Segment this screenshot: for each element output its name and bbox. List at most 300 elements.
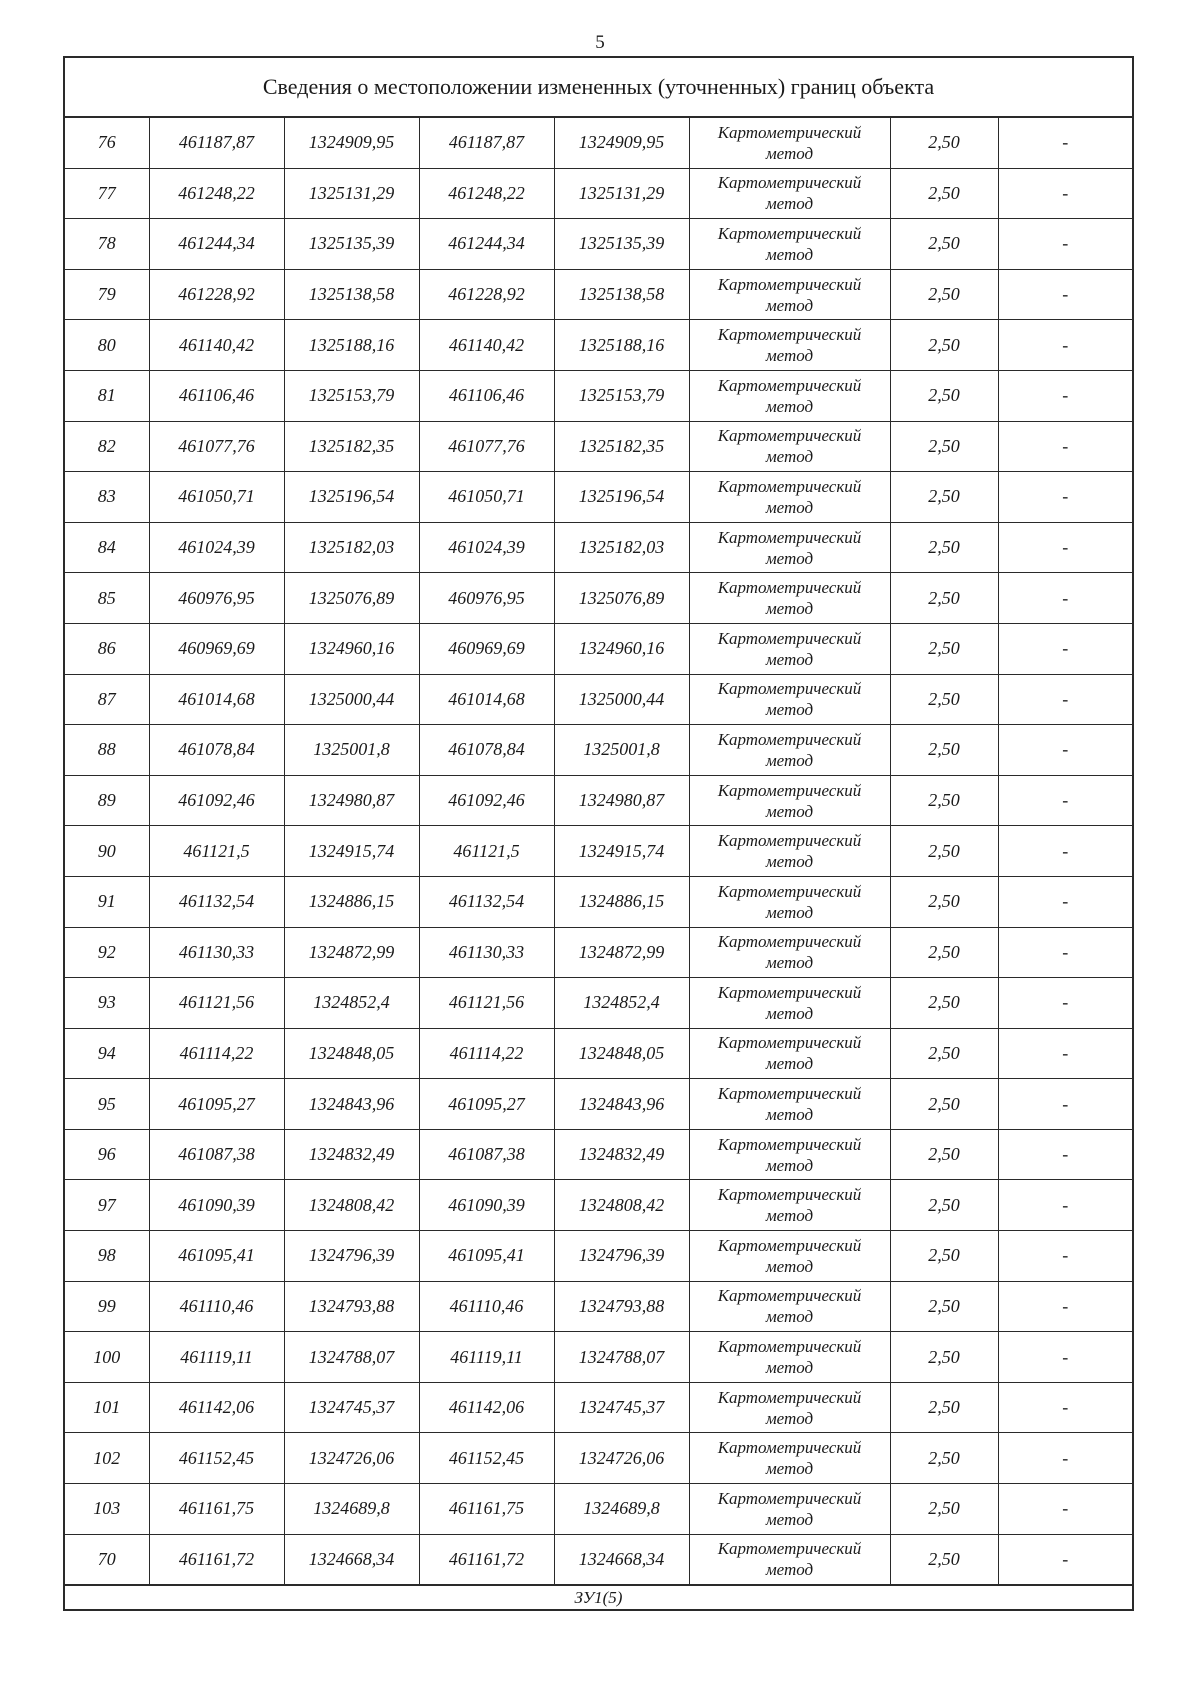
y-existing-cell: 1324980,87 <box>284 775 419 826</box>
description-cell: - <box>998 1028 1132 1079</box>
point-number-cell: 89 <box>65 775 149 826</box>
method-line-1: Картометрический <box>717 679 862 699</box>
y-refined-cell: 1325182,35 <box>554 421 689 472</box>
method-cell <box>689 522 890 573</box>
y-refined-cell: 1324960,16 <box>554 623 689 674</box>
description-cell: - <box>998 623 1132 674</box>
x-refined-cell: 461248,22 <box>419 168 554 219</box>
table-row <box>65 1129 1132 1180</box>
x-refined-cell: 461050,71 <box>419 472 554 523</box>
x-existing-cell: 460969,69 <box>149 623 284 674</box>
accuracy-cell: 2,50 <box>890 472 998 523</box>
description-cell: - <box>998 472 1132 523</box>
y-refined-cell: 1325135,39 <box>554 219 689 270</box>
description-cell: - <box>998 1231 1132 1282</box>
accuracy-cell: 2,50 <box>890 1534 998 1585</box>
accuracy-cell: 2,50 <box>890 674 998 725</box>
y-existing-cell: 1324960,16 <box>284 623 419 674</box>
accuracy-cell: 2,50 <box>890 320 998 371</box>
coordinates-table <box>65 118 1132 1586</box>
method-cell <box>689 1129 890 1180</box>
description-cell: - <box>998 1534 1132 1585</box>
accuracy-cell: 2,50 <box>890 927 998 978</box>
x-refined-cell: 461024,39 <box>419 522 554 573</box>
x-refined-cell: 461014,68 <box>419 674 554 725</box>
method-line-2: метод <box>765 497 814 517</box>
point-number-cell: 102 <box>65 1433 149 1484</box>
method-line-2: метод <box>765 750 814 770</box>
method-line-2: метод <box>765 447 814 467</box>
table-row <box>65 522 1132 573</box>
y-existing-cell: 1324872,99 <box>284 927 419 978</box>
table-row <box>65 1079 1132 1130</box>
table-row <box>65 219 1132 270</box>
method-cell <box>689 1484 890 1535</box>
x-existing-cell: 461140,42 <box>149 320 284 371</box>
method-line-1: Картометрический <box>717 578 862 598</box>
description-cell: - <box>998 725 1132 776</box>
method-cell <box>689 1180 890 1231</box>
y-existing-cell: 1324796,39 <box>284 1231 419 1282</box>
method-line-1: Картометрический <box>717 1084 862 1104</box>
method-line-2: метод <box>765 801 814 821</box>
y-refined-cell: 1325001,8 <box>554 725 689 776</box>
table-row <box>65 927 1132 978</box>
y-existing-cell: 1324788,07 <box>284 1332 419 1383</box>
x-existing-cell: 461187,87 <box>149 118 284 168</box>
point-number-cell: 88 <box>65 725 149 776</box>
x-existing-cell: 461130,33 <box>149 927 284 978</box>
accuracy-cell: 2,50 <box>890 370 998 421</box>
x-refined-cell: 461244,34 <box>419 219 554 270</box>
point-number-cell: 80 <box>65 320 149 371</box>
table-title: Сведения о местоположении измененных (уточненных) границ объекта <box>65 58 1132 118</box>
x-existing-cell: 461244,34 <box>149 219 284 270</box>
method-line-1: Картометрический <box>717 1387 862 1407</box>
point-number-cell: 97 <box>65 1180 149 1231</box>
y-existing-cell: 1325153,79 <box>284 370 419 421</box>
table-row <box>65 623 1132 674</box>
accuracy-cell: 2,50 <box>890 725 998 776</box>
method-line-1: Картометрический <box>717 1185 862 1205</box>
method-cell <box>689 1231 890 1282</box>
table-row <box>65 118 1132 168</box>
y-existing-cell: 1325188,16 <box>284 320 419 371</box>
description-cell: - <box>998 1129 1132 1180</box>
accuracy-cell: 2,50 <box>890 1382 998 1433</box>
table-row <box>65 1534 1132 1585</box>
table-row <box>65 876 1132 927</box>
y-refined-cell: 1324915,74 <box>554 826 689 877</box>
method-line-1: Картометрический <box>717 780 862 800</box>
method-line-2: метод <box>765 1003 814 1023</box>
description-cell: - <box>998 978 1132 1029</box>
description-cell: - <box>998 876 1132 927</box>
accuracy-cell: 2,50 <box>890 1079 998 1130</box>
accuracy-cell: 2,50 <box>890 775 998 826</box>
method-line-2: метод <box>765 244 814 264</box>
method-line-2: метод <box>765 548 814 568</box>
method-line-1: Картометрический <box>717 1134 862 1154</box>
accuracy-cell: 2,50 <box>890 219 998 270</box>
y-refined-cell: 1325076,89 <box>554 573 689 624</box>
table-row <box>65 472 1132 523</box>
parcel-label: ЗУ1(5) <box>574 1588 623 1608</box>
method-line-1: Картометрический <box>717 1488 862 1508</box>
method-line-1: Картометрический <box>717 1235 862 1255</box>
method-line-1: Картометрический <box>717 476 862 496</box>
y-refined-cell: 1324843,96 <box>554 1079 689 1130</box>
accuracy-cell: 2,50 <box>890 1484 998 1535</box>
table-row <box>65 1231 1132 1282</box>
point-number-cell: 93 <box>65 978 149 1029</box>
description-cell: - <box>998 1332 1132 1383</box>
point-number-cell: 76 <box>65 118 149 168</box>
method-line-1: Картометрический <box>717 173 862 193</box>
description-cell: - <box>998 1382 1132 1433</box>
y-refined-cell: 1324980,87 <box>554 775 689 826</box>
method-line-2: метод <box>765 1560 814 1580</box>
y-refined-cell: 1325131,29 <box>554 168 689 219</box>
point-number-cell: 83 <box>65 472 149 523</box>
y-existing-cell: 1325131,29 <box>284 168 419 219</box>
y-existing-cell: 1325001,8 <box>284 725 419 776</box>
description-cell: - <box>998 1180 1132 1231</box>
accuracy-cell: 2,50 <box>890 1231 998 1282</box>
method-cell <box>689 1433 890 1484</box>
x-existing-cell: 461110,46 <box>149 1281 284 1332</box>
y-existing-cell: 1324915,74 <box>284 826 419 877</box>
method-cell <box>689 472 890 523</box>
table-row <box>65 168 1132 219</box>
y-refined-cell: 1324726,06 <box>554 1433 689 1484</box>
method-line-2: метод <box>765 1206 814 1226</box>
description-cell: - <box>998 320 1132 371</box>
x-existing-cell: 461050,71 <box>149 472 284 523</box>
x-refined-cell: 461110,46 <box>419 1281 554 1332</box>
method-cell <box>689 876 890 927</box>
y-refined-cell: 1325188,16 <box>554 320 689 371</box>
y-existing-cell: 1324886,15 <box>284 876 419 927</box>
boundary-coordinates-sheet <box>63 56 1134 1611</box>
x-refined-cell: 461161,72 <box>419 1534 554 1585</box>
x-refined-cell: 461095,41 <box>419 1231 554 1282</box>
method-cell <box>689 775 890 826</box>
x-existing-cell: 461095,41 <box>149 1231 284 1282</box>
x-refined-cell: 461142,06 <box>419 1382 554 1433</box>
table-row <box>65 725 1132 776</box>
method-cell <box>689 927 890 978</box>
y-refined-cell: 1324848,05 <box>554 1028 689 1079</box>
y-refined-cell: 1325000,44 <box>554 674 689 725</box>
x-refined-cell: 461121,56 <box>419 978 554 1029</box>
x-refined-cell: 461187,87 <box>419 118 554 168</box>
point-number-cell: 87 <box>65 674 149 725</box>
y-existing-cell: 1325000,44 <box>284 674 419 725</box>
point-number-cell: 77 <box>65 168 149 219</box>
method-line-2: метод <box>765 599 814 619</box>
method-line-1: Картометрический <box>717 274 862 294</box>
x-existing-cell: 461106,46 <box>149 370 284 421</box>
method-line-1: Картометрический <box>717 1438 862 1458</box>
method-cell <box>689 573 890 624</box>
x-refined-cell: 461087,38 <box>419 1129 554 1180</box>
y-refined-cell: 1325138,58 <box>554 269 689 320</box>
y-refined-cell: 1324668,34 <box>554 1534 689 1585</box>
point-number-cell: 98 <box>65 1231 149 1282</box>
y-existing-cell: 1324793,88 <box>284 1281 419 1332</box>
x-existing-cell: 461087,38 <box>149 1129 284 1180</box>
method-line-2: метод <box>765 1256 814 1276</box>
method-line-1: Картометрический <box>717 932 862 952</box>
x-refined-cell: 461090,39 <box>419 1180 554 1231</box>
y-refined-cell: 1324793,88 <box>554 1281 689 1332</box>
accuracy-cell: 2,50 <box>890 1129 998 1180</box>
y-refined-cell: 1324796,39 <box>554 1231 689 1282</box>
y-existing-cell: 1324909,95 <box>284 118 419 168</box>
y-existing-cell: 1324848,05 <box>284 1028 419 1079</box>
method-line-2: метод <box>765 1105 814 1125</box>
x-refined-cell: 461095,27 <box>419 1079 554 1130</box>
description-cell: - <box>998 573 1132 624</box>
y-refined-cell: 1324788,07 <box>554 1332 689 1383</box>
point-number-cell: 99 <box>65 1281 149 1332</box>
y-refined-cell: 1325153,79 <box>554 370 689 421</box>
x-existing-cell: 461024,39 <box>149 522 284 573</box>
point-number-cell: 78 <box>65 219 149 270</box>
y-refined-cell: 1324745,37 <box>554 1382 689 1433</box>
point-number-cell: 82 <box>65 421 149 472</box>
x-refined-cell: 460969,69 <box>419 623 554 674</box>
method-cell <box>689 1028 890 1079</box>
y-existing-cell: 1324689,8 <box>284 1484 419 1535</box>
accuracy-cell: 2,50 <box>890 876 998 927</box>
method-cell <box>689 421 890 472</box>
method-line-2: метод <box>765 346 814 366</box>
y-refined-cell: 1325182,03 <box>554 522 689 573</box>
x-existing-cell: 461121,56 <box>149 978 284 1029</box>
page-number: 5 <box>595 32 605 53</box>
x-refined-cell: 461140,42 <box>419 320 554 371</box>
point-number-cell: 81 <box>65 370 149 421</box>
x-refined-cell: 461077,76 <box>419 421 554 472</box>
method-line-2: метод <box>765 953 814 973</box>
accuracy-cell: 2,50 <box>890 978 998 1029</box>
method-line-1: Картометрический <box>717 1033 862 1053</box>
accuracy-cell: 2,50 <box>890 826 998 877</box>
y-refined-cell: 1324832,49 <box>554 1129 689 1180</box>
x-refined-cell: 461161,75 <box>419 1484 554 1535</box>
x-existing-cell: 461152,45 <box>149 1433 284 1484</box>
method-line-1: Картометрический <box>717 1337 862 1357</box>
x-refined-cell: 461228,92 <box>419 269 554 320</box>
accuracy-cell: 2,50 <box>890 118 998 168</box>
point-number-cell: 85 <box>65 573 149 624</box>
table-row <box>65 1281 1132 1332</box>
point-number-cell: 90 <box>65 826 149 877</box>
description-cell: - <box>998 927 1132 978</box>
x-refined-cell: 461092,46 <box>419 775 554 826</box>
method-cell <box>689 674 890 725</box>
y-refined-cell: 1324872,99 <box>554 927 689 978</box>
method-cell <box>689 219 890 270</box>
y-existing-cell: 1324832,49 <box>284 1129 419 1180</box>
point-number-cell: 86 <box>65 623 149 674</box>
method-line-2: метод <box>765 396 814 416</box>
method-line-2: метод <box>765 649 814 669</box>
accuracy-cell: 2,50 <box>890 573 998 624</box>
x-existing-cell: 461014,68 <box>149 674 284 725</box>
description-cell: - <box>998 826 1132 877</box>
table-row <box>65 674 1132 725</box>
method-cell <box>689 725 890 776</box>
x-refined-cell: 461152,45 <box>419 1433 554 1484</box>
method-line-2: метод <box>765 295 814 315</box>
method-cell <box>689 1382 890 1433</box>
y-existing-cell: 1324808,42 <box>284 1180 419 1231</box>
method-line-1: Картометрический <box>717 527 862 547</box>
method-line-2: метод <box>765 1459 814 1479</box>
x-existing-cell: 461161,72 <box>149 1534 284 1585</box>
method-line-2: метод <box>765 1054 814 1074</box>
accuracy-cell: 2,50 <box>890 623 998 674</box>
table-body <box>65 118 1132 1585</box>
point-number-cell: 94 <box>65 1028 149 1079</box>
table-row <box>65 320 1132 371</box>
method-line-1: Картометрический <box>717 122 862 142</box>
method-line-1: Картометрический <box>717 1286 862 1306</box>
description-cell: - <box>998 1281 1132 1332</box>
y-existing-cell: 1325138,58 <box>284 269 419 320</box>
method-line-2: метод <box>765 700 814 720</box>
x-existing-cell: 461119,11 <box>149 1332 284 1383</box>
accuracy-cell: 2,50 <box>890 269 998 320</box>
y-existing-cell: 1325135,39 <box>284 219 419 270</box>
table-row <box>65 1180 1132 1231</box>
table-row <box>65 1332 1132 1383</box>
point-number-cell: 84 <box>65 522 149 573</box>
y-refined-cell: 1324852,4 <box>554 978 689 1029</box>
method-cell <box>689 168 890 219</box>
point-number-cell: 70 <box>65 1534 149 1585</box>
point-number-cell: 96 <box>65 1129 149 1180</box>
y-existing-cell: 1325196,54 <box>284 472 419 523</box>
point-number-cell: 100 <box>65 1332 149 1383</box>
point-number-cell: 95 <box>65 1079 149 1130</box>
x-refined-cell: 461130,33 <box>419 927 554 978</box>
method-cell <box>689 118 890 168</box>
x-refined-cell: 461114,22 <box>419 1028 554 1079</box>
x-existing-cell: 461228,92 <box>149 269 284 320</box>
x-refined-cell: 460976,95 <box>419 573 554 624</box>
table-row <box>65 1382 1132 1433</box>
y-existing-cell: 1324668,34 <box>284 1534 419 1585</box>
table-row <box>65 1028 1132 1079</box>
y-existing-cell: 1325182,35 <box>284 421 419 472</box>
y-existing-cell: 1324745,37 <box>284 1382 419 1433</box>
accuracy-cell: 2,50 <box>890 1281 998 1332</box>
description-cell: - <box>998 1079 1132 1130</box>
x-existing-cell: 461142,06 <box>149 1382 284 1433</box>
table-row <box>65 826 1132 877</box>
description-cell: - <box>998 118 1132 168</box>
description-cell: - <box>998 1433 1132 1484</box>
description-cell: - <box>998 219 1132 270</box>
method-line-2: метод <box>765 1307 814 1327</box>
method-line-1: Картометрический <box>717 831 862 851</box>
method-cell <box>689 1281 890 1332</box>
x-refined-cell: 461121,5 <box>419 826 554 877</box>
accuracy-cell: 2,50 <box>890 522 998 573</box>
x-existing-cell: 461095,27 <box>149 1079 284 1130</box>
method-line-1: Картометрический <box>717 729 862 749</box>
x-refined-cell: 461119,11 <box>419 1332 554 1383</box>
x-refined-cell: 461106,46 <box>419 370 554 421</box>
method-cell <box>689 978 890 1029</box>
accuracy-cell: 2,50 <box>890 1433 998 1484</box>
table-row <box>65 421 1132 472</box>
method-line-1: Картометрический <box>717 1539 862 1559</box>
x-refined-cell: 461132,54 <box>419 876 554 927</box>
method-cell <box>689 320 890 371</box>
point-number-cell: 79 <box>65 269 149 320</box>
x-existing-cell: 461090,39 <box>149 1180 284 1231</box>
method-cell <box>689 623 890 674</box>
y-existing-cell: 1324852,4 <box>284 978 419 1029</box>
y-existing-cell: 1324726,06 <box>284 1433 419 1484</box>
accuracy-cell: 2,50 <box>890 1028 998 1079</box>
table-row <box>65 573 1132 624</box>
table-row <box>65 978 1132 1029</box>
method-line-2: метод <box>765 1358 814 1378</box>
method-line-1: Картометрический <box>717 325 862 345</box>
x-existing-cell: 461078,84 <box>149 725 284 776</box>
method-line-2: метод <box>765 1155 814 1175</box>
table-row <box>65 269 1132 320</box>
description-cell: - <box>998 269 1132 320</box>
method-line-1: Картометрический <box>717 375 862 395</box>
point-number-cell: 91 <box>65 876 149 927</box>
accuracy-cell: 2,50 <box>890 1180 998 1231</box>
description-cell: - <box>998 421 1132 472</box>
point-number-cell: 103 <box>65 1484 149 1535</box>
description-cell: - <box>998 168 1132 219</box>
y-existing-cell: 1325076,89 <box>284 573 419 624</box>
method-cell <box>689 269 890 320</box>
x-existing-cell: 461092,46 <box>149 775 284 826</box>
description-cell: - <box>998 775 1132 826</box>
method-line-1: Картометрический <box>717 881 862 901</box>
method-cell <box>689 1079 890 1130</box>
x-refined-cell: 461078,84 <box>419 725 554 776</box>
description-cell: - <box>998 1484 1132 1535</box>
method-line-2: метод <box>765 852 814 872</box>
y-existing-cell: 1325182,03 <box>284 522 419 573</box>
x-existing-cell: 461248,22 <box>149 168 284 219</box>
method-line-1: Картометрический <box>717 628 862 648</box>
y-refined-cell: 1324909,95 <box>554 118 689 168</box>
method-line-2: метод <box>765 902 814 922</box>
description-cell: - <box>998 370 1132 421</box>
y-refined-cell: 1324689,8 <box>554 1484 689 1535</box>
x-existing-cell: 461114,22 <box>149 1028 284 1079</box>
point-number-cell: 101 <box>65 1382 149 1433</box>
x-existing-cell: 460976,95 <box>149 573 284 624</box>
x-existing-cell: 461077,76 <box>149 421 284 472</box>
method-line-2: метод <box>765 194 814 214</box>
y-refined-cell: 1325196,54 <box>554 472 689 523</box>
y-refined-cell: 1324886,15 <box>554 876 689 927</box>
